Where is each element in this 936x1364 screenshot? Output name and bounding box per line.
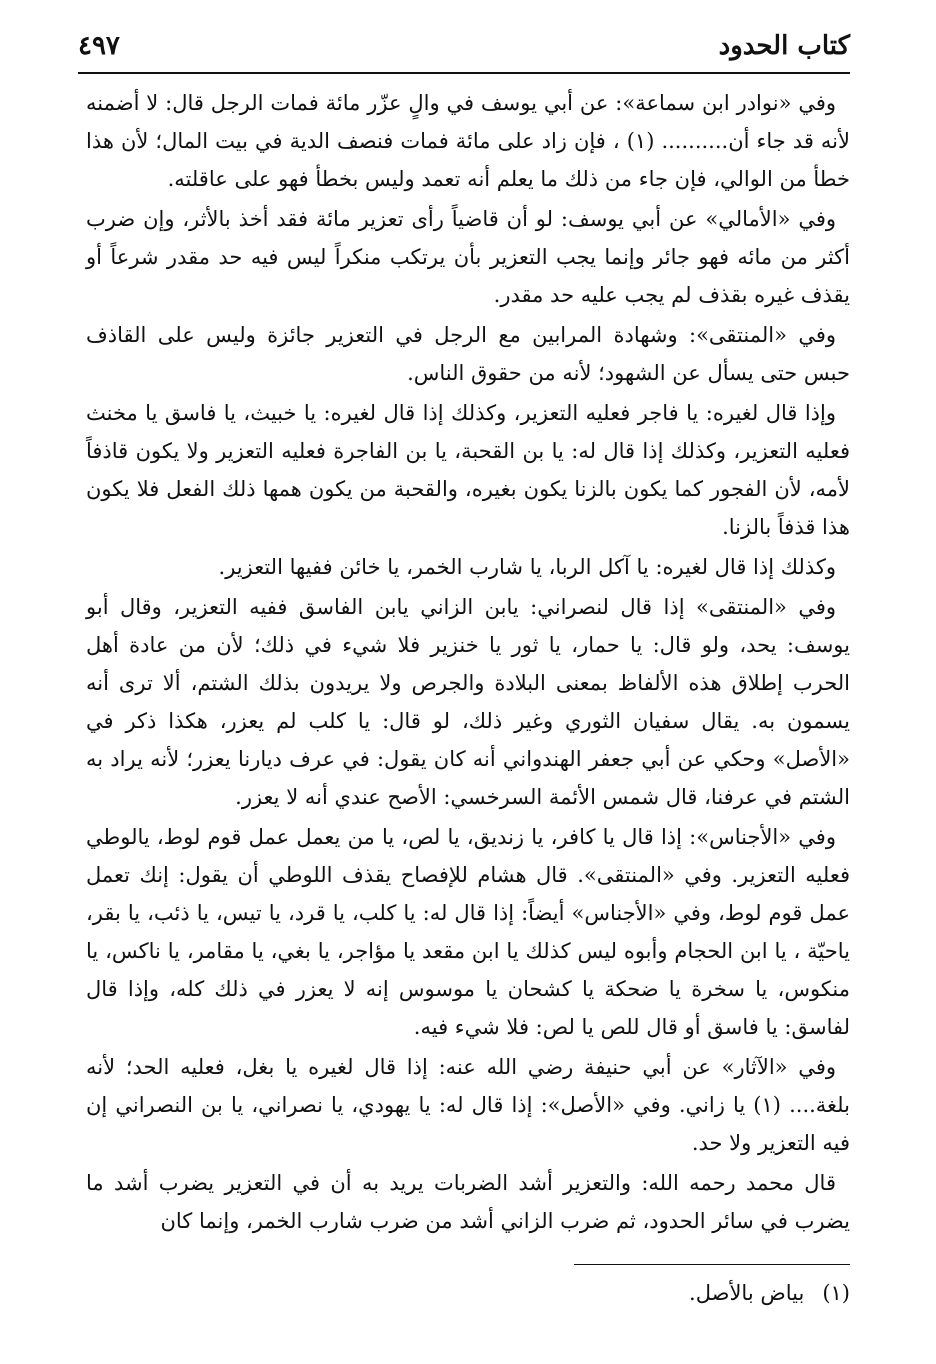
paragraph: قال محمد رحمه الله: والتعزير أشد الضربات يريد به أن في التعزير يضرب أشد ما يضرب في سائر الحدود، ثم ضرب الزاني أشد من ضرب شارب الخمر، وإنما كان [86,1171,850,1233]
paragraph: وفي «نوادر ابن سماعة»: عن أبي يوسف في والٍ عزّر مائة فمات الرجل قال: لا أضمنه لأنه قد جاء أن.......... (١) ، فإن زاد على مائة فمات فنصف الدية في بيت المال؛ لأن هذا خطأ من الوالي، فإن جاء من ذلك ما يعلم أنه تعمد وليس بخطأ فهو على عاقلته. [86,91,850,191]
paragraph: وفي «الأمالي» عن أبي يوسف: لو أن قاضياً رأى تعزير مائة فقد أخذ بالأثر، وإن ضرب أكثر من مائه فهو جائر وإنما يجب التعزير بأن يرتكب منكراً ليس فيه حد مقدر شرعاً أو يقذف غيره بقذف لم يجب عليه حد مقدر. [86,207,850,307]
page-number: ٤٩٧ [78,31,120,61]
footnote-separator [574,1264,850,1265]
page-header [78,22,850,70]
paragraph: وفي «المنتقى» إذا قال لنصراني: يابن الزاني يابن الفاسق ففيه التعزير، وقال أبو يوسف: يحد، ولو قال: يا حمار، يا ثور يا خنزير فلا شيء في ذلك؛ لأن من عادة أهل الحرب إطلاق هذه الألفاظ بمعنى البلادة والجرص ولا يريدون بذلك الشتم، ألا ترى أنه يسمون به. يقال سفيان الثوري وغير ذلك، لو قال: يا كلب لم يعزر، هكذا ذكر في «الأصل» وحكي عن أبي جعفر الهندواني أنه كان يقول: في عرف ديارنا يعزر؛ لأنه يراد به الشتم في عرفنا، قال شمس الأئمة السرخسي: الأصح عندي أنه لا يعزر. [86,595,850,809]
footnote-number: (١) [822,1281,850,1305]
footnote [86,1276,850,1310]
chapter-title: كتاب الحدود [718,31,850,61]
paragraph: وكذلك إذا قال لغيره: يا آكل الربا، يا شارب الخمر، يا خائن ففيها التعزير. [218,555,836,579]
header-rule [78,72,850,74]
paragraph: وفي «الآثار» عن أبي حنيفة رضي الله عنه: إذا قال لغيره يا بغل، فعليه الحد؛ لأنه بلغة.... (١) يا زاني. وفي «الأصل»: إذا قال له: يا يهودي، يا نصراني، يا بن النصراني إن فيه التعزير ولا حد. [86,1055,850,1155]
paragraph: وفي «المنتقى»: وشهادة المرابين مع الرجل في التعزير جائزة وليس على القاذف حبس حتى يسأل عن الشهود؛ لأنه من حقوق الناس. [86,323,850,385]
main-text [86,84,850,1242]
footnote-text: بياض بالأصل. [689,1281,805,1305]
paragraph: وفي «الأجناس»: إذا قال يا كافر، يا زنديق، يا لص، يا من يعمل عمل قوم لوط، يالوطي فعليه التعزير. وفي «المنتقى». قال هشام للإفصاح يقذف اللوطي أن يقول: إنك تعمل عمل قوم لوط، وفي «الأجناس» أيضاً: إذا قال له: يا كلب، يا قرد، يا تيس، يا ذئب، يا بقر، ياحيّة ، يا ابن الحجام وأبوه ليس كذلك يا ابن مقعد يا مؤاجر، يا بغي، يا مقامر، يا ناكس، يا منكوس، يا سخرة يا ضحكة يا كشحان يا موسوس إنه لا يعزر في ذلك كله، وإذا قال لفاسق: يا فاسق أو قال للص يا لص: فلا شيء فيه. [86,825,850,1039]
paragraph: وإذا قال لغيره: يا فاجر فعليه التعزير، وكذلك إذا قال لغيره: يا خبيث، يا فاسق يا مخنث فعليه التعزير، وكذلك إذا قال له: يا بن القحبة، يا بن الفاجرة فعليه التعزير ولا يكون قاذفاً لأمه، لأن الفجور كما يكون بالزنا يكون بغيره، والقحبة من يكون همها ذلك الفعل فلا يكون هذا قذفاً بالزنا. [86,401,850,539]
